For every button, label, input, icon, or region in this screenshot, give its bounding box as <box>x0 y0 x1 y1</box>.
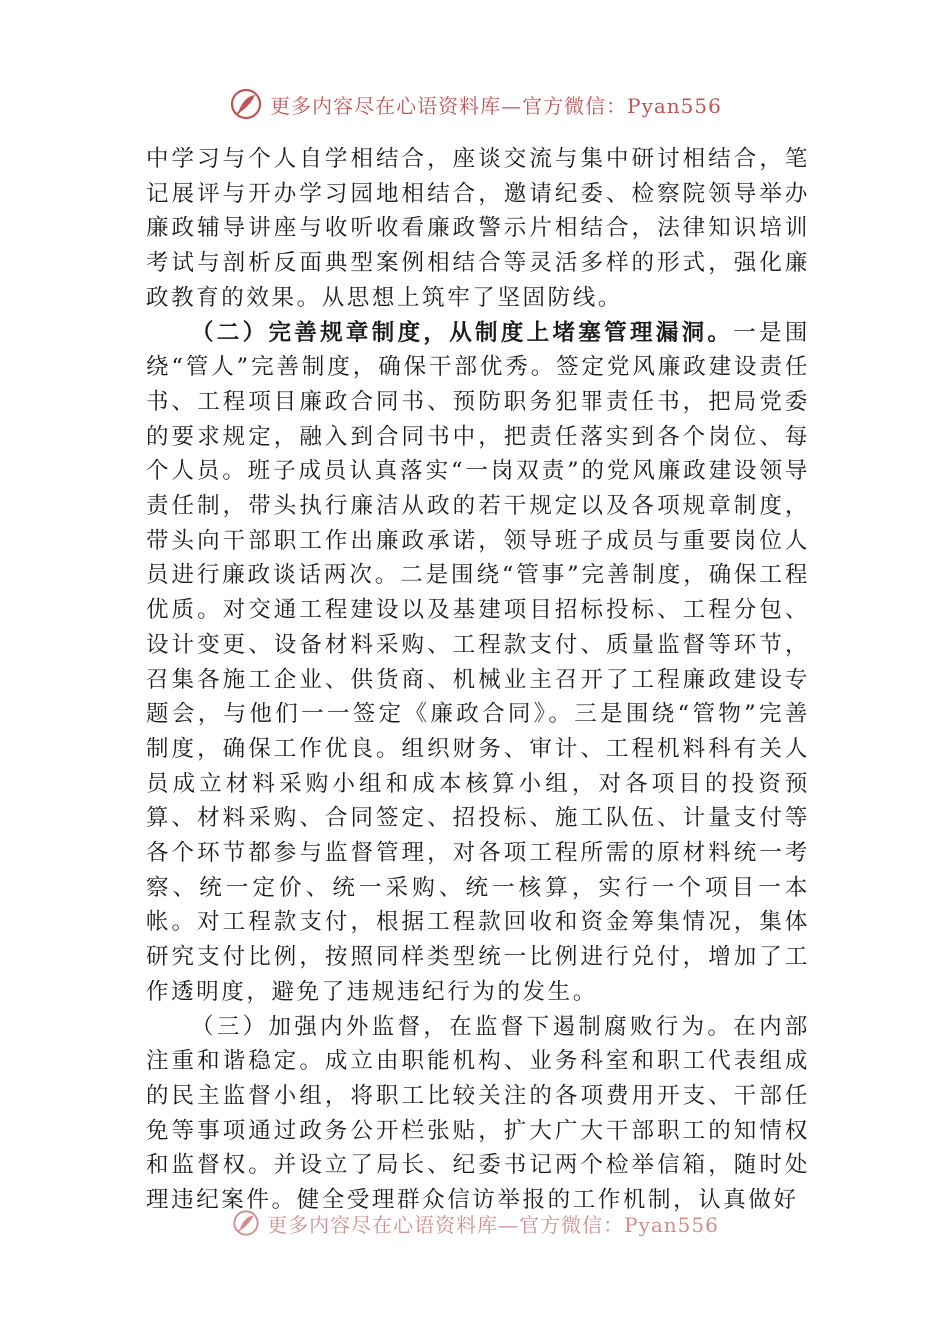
paragraph-2 <box>146 316 810 1010</box>
section-heading-2: （二）完善规章制度，从制度上堵塞管理漏洞。 <box>191 319 734 346</box>
header-banner-text: 更多内容尽在心语资料库—官方微信：Pyan556 <box>270 93 722 118</box>
paragraph-3: （三）加强内外监督，在监督下遏制腐败行为。在内部注重和谐稳定。成立由职能机构、业务科室和职工代表组成的民主监督小组，将职工比较关注的各项费用开支、干部任免等事项通过政务公开栏张贴，扩大广大干部职工的知情权和监督权。并设立了局长、纪委书记两个检举信箱，随时处理违纪案件。健全受理群众信访举报的工作机制，认真做好 <box>146 1013 810 1214</box>
document-body <box>146 142 810 1218</box>
footer-banner <box>0 1206 950 1240</box>
pen-logo-icon <box>228 86 264 122</box>
paragraph-1: 中学习与个人自学相结合，座谈交流与集中研讨相结合，笔记展评与开办学习园地相结合，邀请纪委、检察院领导举办廉政辅导讲座与收听收看廉政警示片相结合，法律知识培训考试与剖析反面典型案例相结合等灵活多样的形式，强化廉政教育的效果。从思想上筑牢了坚固防线。 <box>146 146 810 311</box>
paragraph-2-text: 一是围绕“管人”完善制度，确保干部优秀。签定党风廉政建设责任书、工程项目廉政合同书、预防职务犯罪责任书，把局党委的要求规定，融入到合同书中，把责任落实到各个岗位、每个人员。班子成员认真落实“一岗双责”的党风廉政建设领导责任制，带头执行廉洁从政的若干规定以及各项规章制度，带头向干部职工作出廉政承诺，领导班子成员与重要岗位人员进行廉政谈话两次。二是围绕“管事”完善制度，确保工程优质。对交通工程建设以及基建项目招标投标、工程分包、设计变更、设备材料采购、工程款支付、质量监督等环节，召集各施工企业、供货商、机械业主召开了工程廉政建设专题会，与他们一一签定《廉政合同》。三是围绕“管物”完善制度，确保工作优良。组织财务、审计、工程机料科有关人员成立材料采购小组和成本核算小组，对各项目的投资预算、材料采购、合同签定、招投标、施工队伍、计量支付等各个环节都参与监督管理，对各项工程所需的原材料统一考察、统一定价、统一采购、统一核算，实行一个项目一本帐。对工程款支付，根据工程款回收和资金筹集情况，集体研究支付比例，按照同样类型统一比例进行兑付，增加了工作透明度，避免了违规违纪行为的发生。 <box>146 319 810 1005</box>
header-banner <box>0 84 950 124</box>
footer-banner-text: 更多内容尽在心语资料库—官方微信：Pyan556 <box>267 1212 719 1237</box>
pen-logo-icon <box>231 1208 261 1238</box>
